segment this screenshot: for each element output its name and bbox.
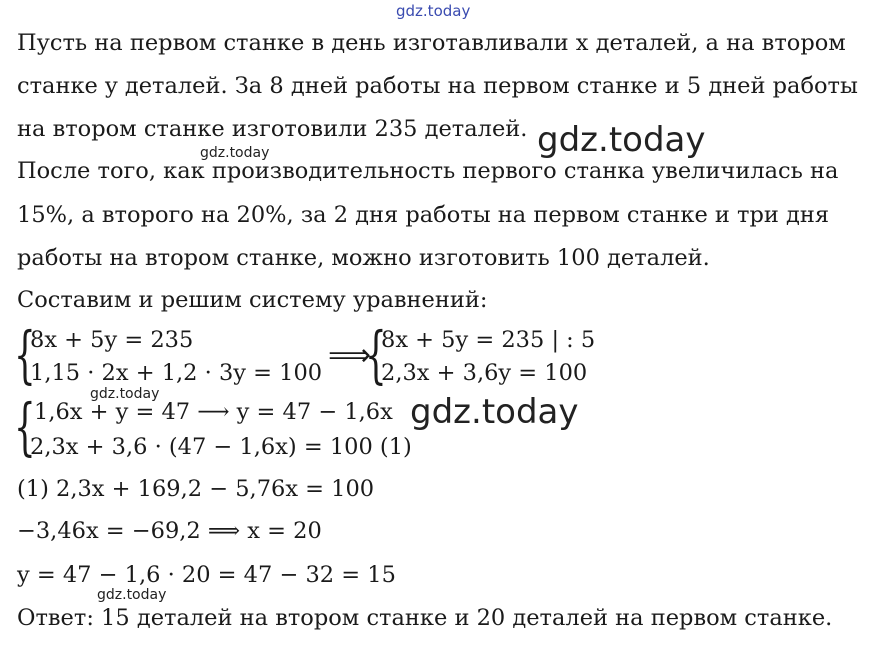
brace-right-1: { [365, 318, 387, 391]
system2-eq1: 1,6x + y = 47 ⟶ y = 47 − 1,6x [34, 399, 393, 425]
watermark-top: gdz.today [396, 2, 471, 20]
text-line-2: станке y деталей. За 8 дней работы на первом станке и 5 дней работы [17, 73, 858, 99]
implies-arrow-1: ⟹ [328, 338, 372, 373]
system1-eq1: 8x + 5y = 235 [30, 327, 194, 353]
text-line-4: После того, как производительность первого станка увеличилась на [17, 158, 839, 184]
text-line-7: Составим и решим систему уравнений: [17, 287, 488, 313]
system1-eq3: 8x + 5y = 235 | : 5 [381, 327, 596, 353]
system1-eq2: 1,15 · 2x + 1,2 · 3y = 100 [30, 360, 323, 386]
watermark-big-1: gdz.today [537, 120, 706, 160]
answer-line: Ответ: 15 деталей на втором станке и 20 деталей на первом станке. [17, 605, 833, 631]
step-1: (1) 2,3x + 169,2 − 5,76x = 100 [17, 476, 375, 502]
text-line-1: Пусть на первом станке в день изготавливали x деталей, а на втором [17, 30, 846, 56]
text-line-6: работы на втором станке, можно изготовить 100 деталей. [17, 245, 710, 271]
system2-eq2: 2,3x + 3,6 · (47 − 1,6x) = 100 (1) [30, 434, 412, 460]
watermark-small-2: gdz.today [90, 386, 160, 402]
watermark-small-3: gdz.today [97, 587, 167, 603]
system1-eq4: 2,3x + 3,6y = 100 [381, 360, 588, 386]
text-line-3: на втором станке изготовили 235 деталей. [17, 116, 528, 142]
watermark-small-1: gdz.today [200, 145, 270, 161]
brace-left-2: { [14, 390, 36, 463]
step-3: y = 47 − 1,6 · 20 = 47 − 32 = 15 [17, 562, 396, 588]
brace-left-1: { [14, 318, 36, 391]
step-2: −3,46x = −69,2 ⟹ x = 20 [17, 518, 322, 544]
text-line-5: 15%, а второго на 20%, за 2 дня работы на первом станке и три дня [17, 202, 830, 228]
watermark-big-2: gdz.today [410, 392, 579, 432]
